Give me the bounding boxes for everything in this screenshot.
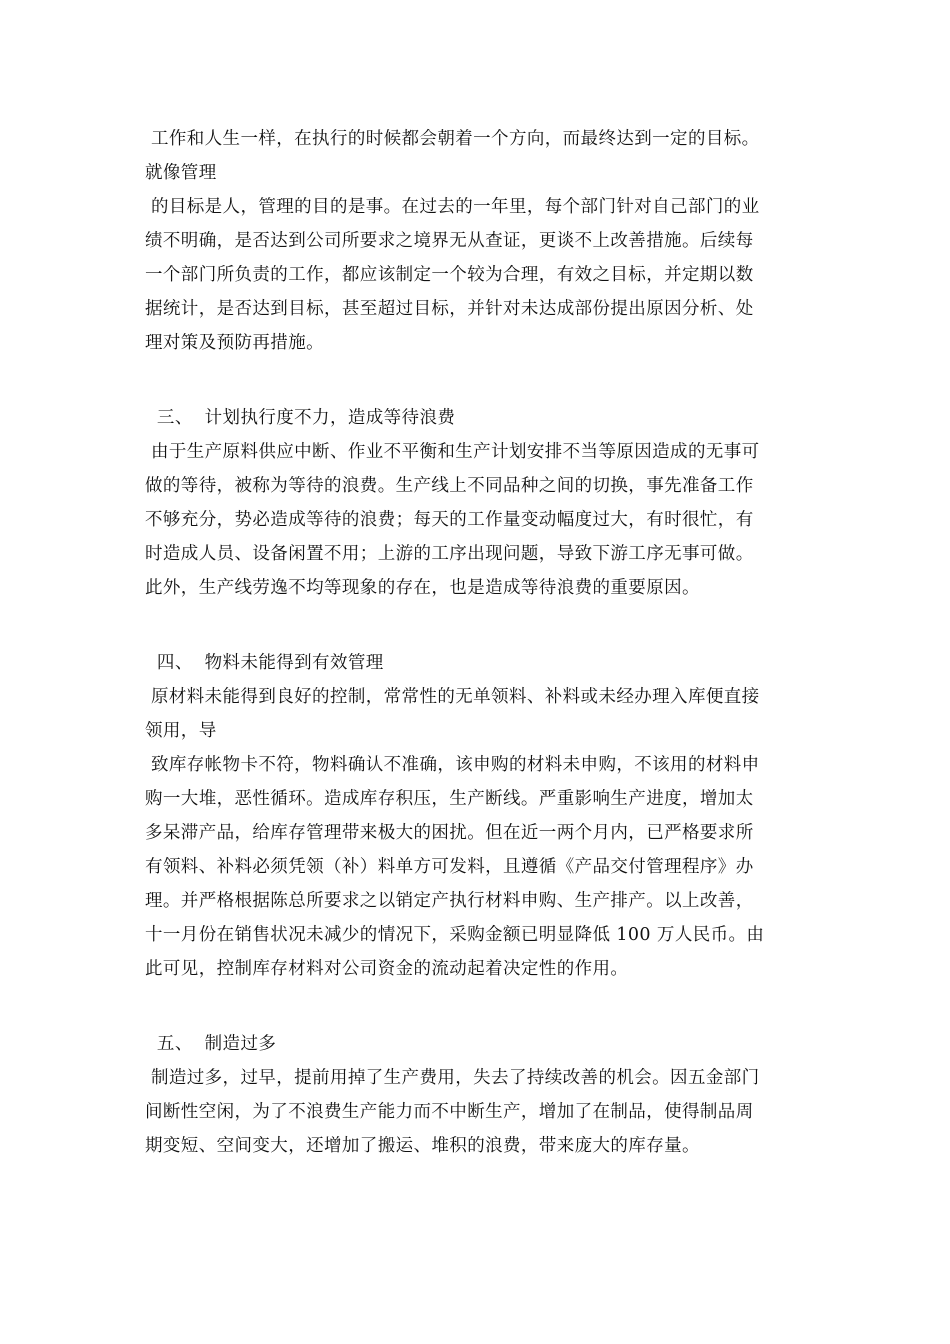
text-line: 购一大堆，恶性循环。造成库存积压，生产断线。严重影响生产进度，增加太: [145, 789, 754, 809]
text-line: 一个部门所负责的工作，都应该制定一个较为合理，有效之目标，并定期以数: [145, 265, 754, 285]
section-4: [145, 646, 825, 986]
paragraph-spacer: [145, 986, 825, 1027]
section-heading: 五、 制造过多: [145, 1034, 277, 1054]
text-line: 就像管理: [145, 163, 217, 183]
section-heading: 四、 物料未能得到有效管理: [145, 653, 384, 673]
text-line: 理对策及预防再措施。: [145, 333, 324, 353]
text-line: 工作和人生一样，在执行的时候都会朝着一个方向，而最终达到一定的目标。: [145, 129, 760, 149]
text-line: 有领料、补料必须凭领（补）料单方可发料，且遵循《产品交付管理程序》办: [145, 857, 754, 877]
text-line: 制造过多，过早，提前用掉了生产费用，失去了持续改善的机会。因五金部门: [145, 1068, 760, 1088]
text-line: 理。并严格根据陈总所要求之以销定产执行材料申购、生产排产。以上改善，: [145, 891, 754, 911]
section-3: [145, 401, 825, 605]
section-heading: 三、 计划执行度不力，造成等待浪费: [145, 408, 456, 428]
paragraph-spacer: [145, 605, 825, 646]
text-line: 领用，导: [145, 721, 217, 741]
text-line: 十一月份在销售状况未减少的情况下，采购金额已明显降低 100 万人民币。由: [145, 925, 765, 945]
text-line: 的目标是人，管理的目的是事。在过去的一年里，每个部门针对自己部门的业: [145, 197, 760, 217]
text-line: 致库存帐物卡不符，物料确认不准确，该申购的材料未申购，不该用的材料申: [145, 755, 760, 775]
text-line: 据统计，是否达到目标，甚至超过目标，并针对未达成部份提出原因分析、处: [145, 299, 754, 319]
text-line: 由于生产原料供应中断、作业不平衡和生产计划安排不当等原因造成的无事可: [145, 442, 760, 462]
text-line: 原材料未能得到良好的控制，常常性的无单领料、补料或未经办理入库便直接: [145, 687, 760, 707]
text-line: 此外，生产线劳逸不均等现象的存在，也是造成等待浪费的重要原因。: [145, 578, 700, 598]
document-page: [145, 122, 825, 1163]
text-line: 做的等待，被称为等待的浪费。生产线上不同品种之间的切换，事先准备工作: [145, 476, 754, 496]
section-5: [145, 1027, 825, 1163]
text-line: 多呆滞产品，给库存管理带来极大的困扰。但在近一两个月内，已严格要求所: [145, 823, 754, 843]
text-line: 时造成人员、设备闲置不用；上游的工序出现问题，导致下游工序无事可做。: [145, 544, 754, 564]
text-line: 此可见，控制库存材料对公司资金的流动起着决定性的作用。: [145, 959, 629, 979]
text-line: 期变短、空间变大，还增加了搬运、堆积的浪费，带来庞大的库存量。: [145, 1136, 700, 1156]
paragraph-intro: [145, 122, 825, 360]
paragraph-spacer: [145, 360, 825, 401]
text-line: 绩不明确，是否达到公司所要求之境界无从查证，更谈不上改善措施。后续每: [145, 231, 754, 251]
text-line: 间断性空闲，为了不浪费生产能力而不中断生产，增加了在制品，使得制品周: [145, 1102, 754, 1122]
text-line: 不够充分，势必造成等待的浪费；每天的工作量变动幅度过大，有时很忙，有: [145, 510, 754, 530]
